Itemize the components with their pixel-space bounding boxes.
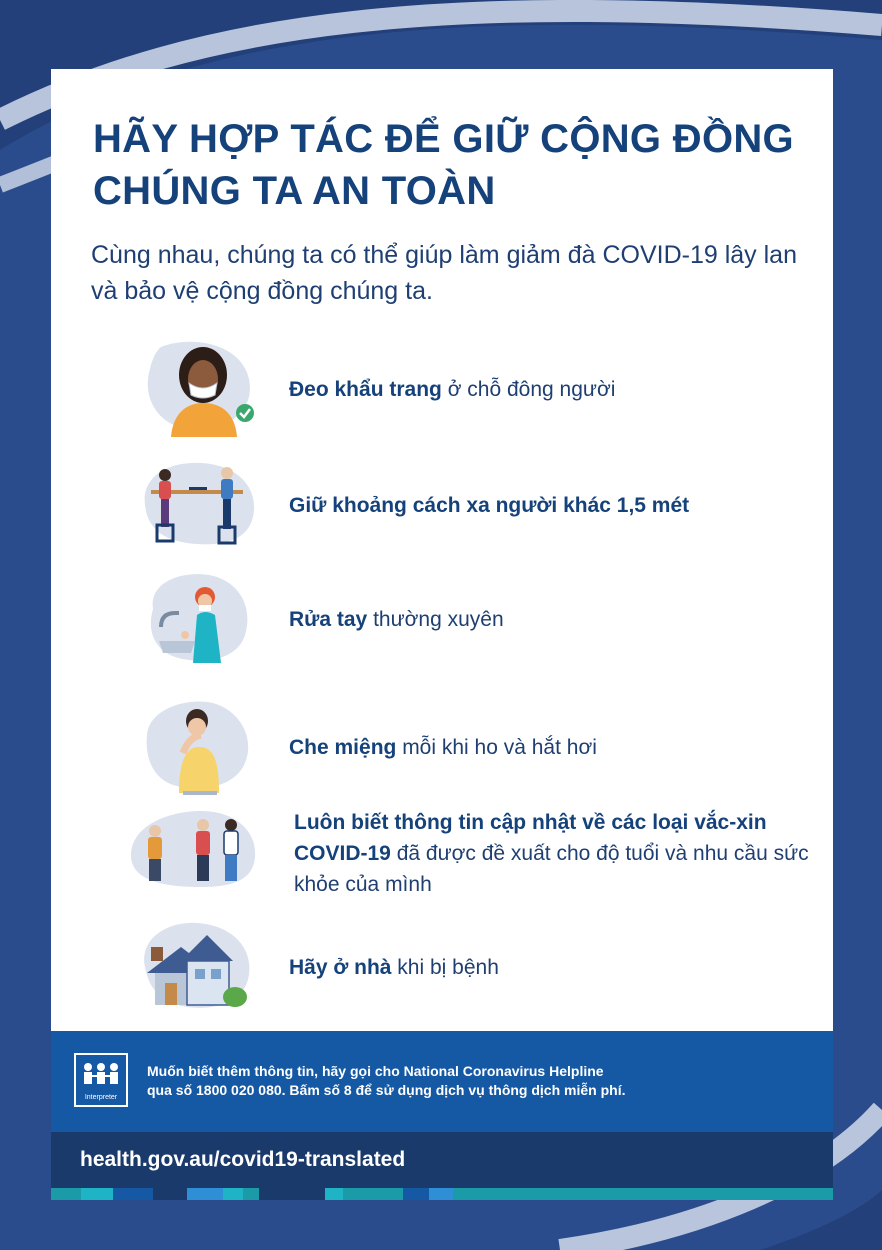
helpline-line2: qua số 1800 020 080. Bấm số 8 để sử dụng dịch vụ thông dịch miễn phí. (147, 1082, 626, 1098)
website-link[interactable]: health.gov.au/covid19-translated (80, 1148, 406, 1171)
helpline-text (147, 1062, 807, 1100)
guideline-bold: Hãy ở nhà (289, 955, 392, 979)
vaccination-icon (131, 803, 261, 903)
guideline-text (289, 339, 809, 439)
guideline-text (289, 917, 809, 1017)
main-card (51, 69, 833, 1031)
guideline-text (289, 455, 809, 555)
guideline-bold: Che miệng (289, 735, 397, 759)
helpline-line1: Muốn biết thêm thông tin, hãy gọi cho National Coronavirus Helpline (147, 1063, 604, 1079)
face-mask-woman-icon (131, 339, 261, 439)
guideline-item-distance (131, 455, 811, 555)
guideline-item-stay-home (131, 917, 811, 1017)
guideline-item-cough (131, 697, 811, 797)
guideline-text (294, 803, 814, 903)
hand-washing-icon (131, 569, 261, 669)
url-footer (51, 1132, 833, 1188)
guideline-rest: mỗi khi ho và hắt hơi (396, 735, 597, 759)
house-icon (131, 917, 261, 1017)
guideline-rest: đã được đề xuất cho độ tuổi và nhu cầu sức khỏe của mình (294, 841, 809, 896)
guideline-bold: Rửa tay (289, 607, 368, 631)
guideline-bold: Đeo khẩu trang (289, 377, 442, 401)
page-title: HÃY HỢP TÁC ĐỂ GIỮ CỘNG ĐỒNG CHÚNG TA AN TOÀN (93, 117, 794, 213)
guideline-item-mask (131, 339, 811, 439)
guideline-rest: thường xuyên (367, 607, 504, 631)
guideline-bold: Giữ khoảng cách xa người khác 1,5 mét (289, 493, 690, 517)
social-distancing-icon (131, 455, 261, 555)
guideline-rest: khi bị bệnh (391, 955, 499, 979)
intro-text: Cùng nhau, chúng ta có thể giúp làm giảm đà COVID-19 lây lan và bảo vệ cộng đồng chúng ta. (91, 241, 797, 305)
guideline-text (289, 697, 809, 797)
interpreter-label: Interpreter (84, 1094, 118, 1101)
guideline-item-handwash (131, 569, 811, 669)
guideline-rest: ở chỗ đông người (441, 377, 616, 401)
decorative-stripe (51, 1188, 833, 1200)
helpline-banner (51, 1031, 833, 1132)
interpreter-icon (74, 1053, 128, 1107)
guideline-item-vaccine (131, 803, 811, 903)
guideline-bold: Luôn biết thông tin cập nhật về các loại vắc-xin COVID-19 (294, 810, 767, 865)
cough-cover-icon (131, 697, 261, 797)
guideline-text (289, 569, 809, 669)
